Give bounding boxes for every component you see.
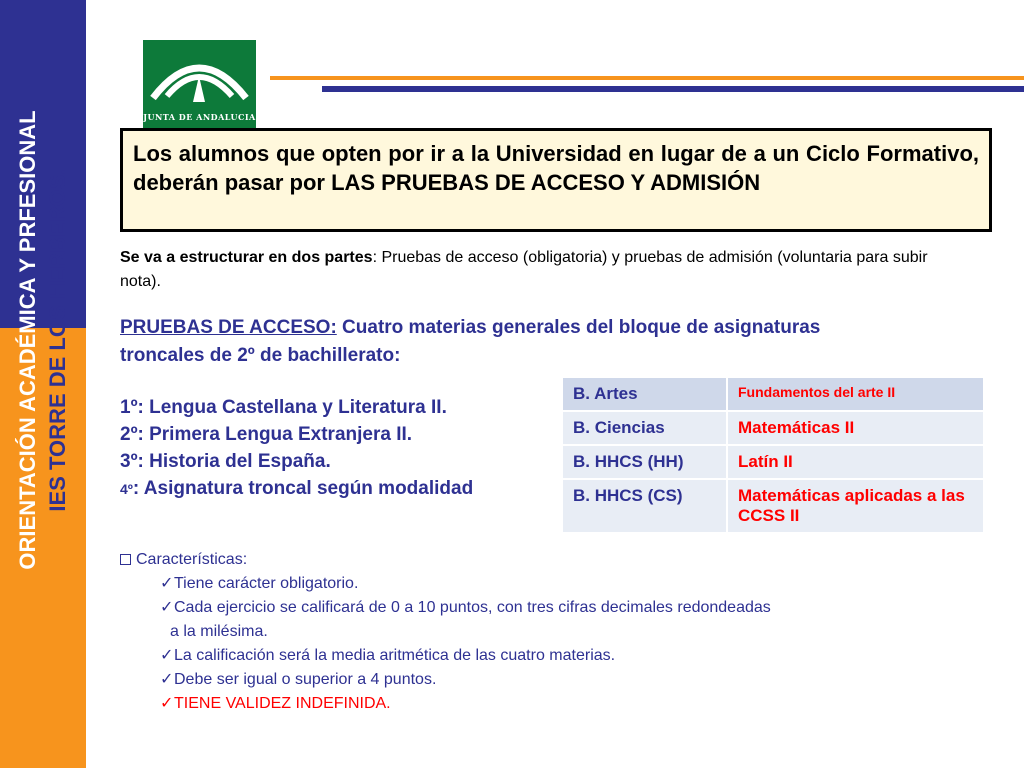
checkmark-icon: ✓ — [160, 671, 174, 688]
table-cell-materia: Latín II — [727, 445, 984, 479]
caracteristicas-heading: Características: — [120, 548, 980, 572]
checkbox-bullet-icon — [120, 554, 131, 565]
title-box: Los alumnos que opten por ir a la Universidad en lugar de a un Ciclo Formativo, deberán pasar por LAS PRUEBAS DE ACCESO Y ADMISIÓN — [120, 128, 992, 232]
materia-item — [120, 475, 560, 503]
table-row — [562, 479, 984, 533]
junta-de-andalucia-logo — [143, 40, 256, 128]
list-item: ✓Tiene carácter obligatorio. — [120, 572, 980, 596]
intro-paragraph — [120, 246, 960, 294]
table-cell-materia: Fundamentos del arte II — [727, 377, 984, 411]
materia-item: 1º: Lengua Castellana y Literatura II. — [120, 397, 447, 418]
pruebas-acceso-label: PRUEBAS DE ACCESO: — [120, 317, 337, 338]
checkmark-icon: ✓ — [160, 599, 174, 616]
materia-item: 2º: Primera Lengua Extranjera II. — [120, 424, 413, 445]
materia-item: 3º: Historia del España. — [120, 451, 331, 472]
side-title-line2: IES TORRE DE LOS HERBEROS. — [45, 168, 70, 512]
list-item: ✓Cada ejercicio se calificará de 0 a 10 puntos, con tres cifras decimales redondeadas — [120, 596, 980, 620]
modalidades-table — [561, 376, 985, 534]
list-item: ✓Debe ser igual o superior a 4 puntos. — [120, 668, 980, 692]
intro-bold: Se va a estructurar en dos partes — [120, 249, 373, 266]
logo-text: JUNTA DE ANDALUCIA — [143, 112, 256, 122]
caracteristicas-list — [120, 548, 980, 716]
table-cell-bachillerato: B. Artes — [562, 377, 727, 411]
table-row — [562, 445, 984, 479]
checkmark-icon: ✓ — [160, 575, 174, 592]
table-row — [562, 411, 984, 445]
materias-list — [120, 394, 560, 503]
side-title-line1: ORIENTACIÓN ACADÉMICA Y PRFESIONAL — [15, 110, 40, 570]
list-item: ✓La calificación será la media aritmética de las cuatro materias. — [120, 644, 980, 668]
materia-4-num: 4º — [120, 481, 133, 497]
table-row — [562, 377, 984, 411]
table-cell-materia: Matemáticas aplicadas a las CCSS II — [727, 479, 984, 533]
intro-rest: : Pruebas de acceso (obligatoria) y pruebas de admisión (voluntaria para subir nota). — [120, 249, 928, 290]
checkmark-icon: ✓ — [160, 647, 174, 664]
checkmark-icon: ✓ — [160, 695, 174, 712]
side-band — [0, 0, 86, 768]
materia-4-text: : Asignatura troncal según modalidad — [132, 478, 474, 499]
list-item-continuation: a la milésima. — [170, 623, 268, 640]
header-line-blue — [322, 86, 1024, 92]
table-cell-bachillerato: B. HHCS (HH) — [562, 445, 727, 479]
table-cell-bachillerato: B. Ciencias — [562, 411, 727, 445]
pruebas-acceso-heading — [120, 314, 860, 370]
side-title — [13, 60, 73, 620]
table-cell-materia: Matemáticas II — [727, 411, 984, 445]
header-line-orange — [270, 76, 1024, 80]
table-cell-bachillerato: B. HHCS (CS) — [562, 479, 727, 533]
pruebas-acceso-text: Cuatro materias generales del bloque de asignaturas troncales de 2º de bachillerato: — [120, 317, 821, 366]
list-item: ✓TIENE VALIDEZ INDEFINIDA. — [120, 692, 980, 716]
